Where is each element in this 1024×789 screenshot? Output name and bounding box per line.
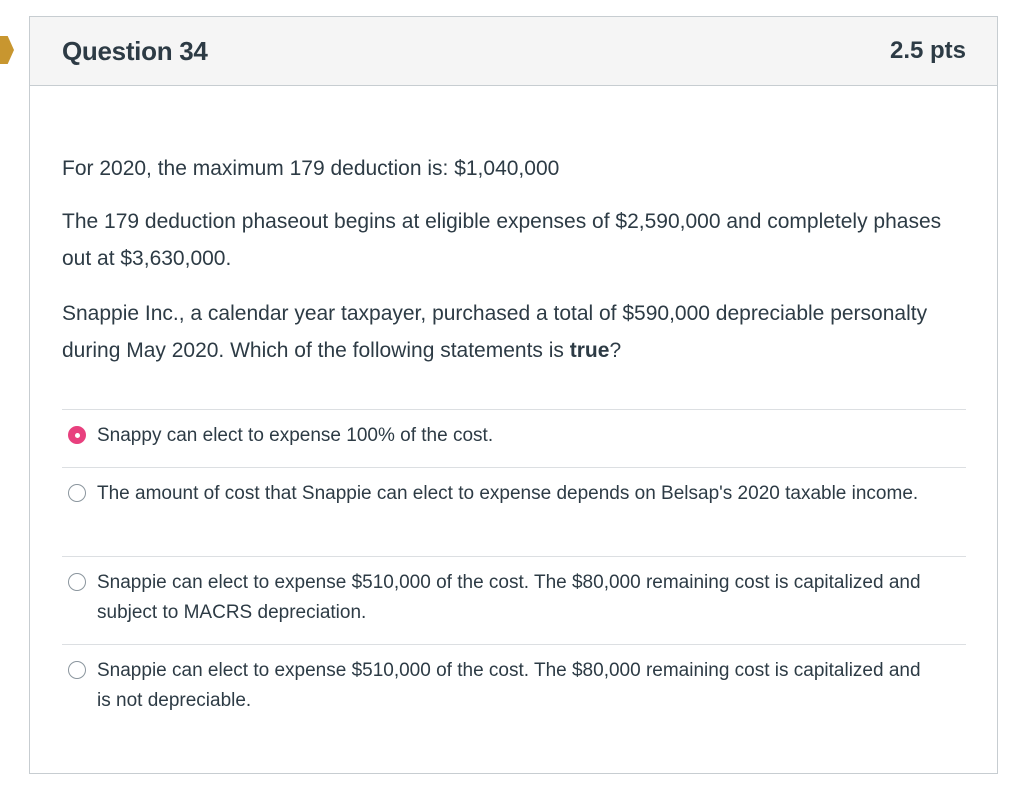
answer-label-4: Snappie can elect to expense $510,000 of the cost. The $80,000 remaining cost is capitalized and is not depreciable. xyxy=(97,660,921,711)
answer-option-1[interactable] xyxy=(62,410,966,468)
question-stem xyxy=(62,150,966,369)
answer-label-1: Snappy can elect to expense 100% of the cost. xyxy=(97,425,494,446)
question-header xyxy=(30,17,997,86)
question-title: Question 34 xyxy=(62,35,208,66)
stem-emphasis: true xyxy=(569,339,610,362)
stem-paragraph-1: For 2020, the maximum 179 deduction is: $1,040,000 xyxy=(62,157,560,180)
radio-unselected-icon[interactable] xyxy=(68,573,86,591)
flag-marker-icon xyxy=(0,36,14,64)
question-card xyxy=(29,16,998,774)
radio-unselected-icon[interactable] xyxy=(68,484,86,502)
stem-paragraph-3 xyxy=(62,295,966,369)
answer-option-2[interactable] xyxy=(62,468,966,557)
stem-paragraph-2: The 179 deduction phaseout begins at eligible expenses of $2,590,000 and completely phases out at $3,630,000. xyxy=(62,210,942,270)
answer-option-3[interactable] xyxy=(62,557,966,645)
stem-paragraph-3-text: Snappie Inc., a calendar year taxpayer, purchased a total of $590,000 depreciable personalty during May 2020. Which of the following statements is xyxy=(62,302,928,362)
radio-unselected-icon[interactable] xyxy=(68,661,86,679)
question-points: 2.5 pts xyxy=(889,37,966,64)
answer-option-4[interactable] xyxy=(62,645,966,733)
answer-label-2: The amount of cost that Snappie can elect to expense depends on Belsap's 2020 taxable income. xyxy=(97,483,919,504)
stem-paragraph-3-end: ? xyxy=(609,339,622,362)
question-body xyxy=(30,86,997,733)
answer-list xyxy=(62,409,966,733)
radio-selected-icon[interactable] xyxy=(68,426,86,444)
answer-label-3: Snappie can elect to expense $510,000 of the cost. The $80,000 remaining cost is capitalized and subject to MACRS depreciation. xyxy=(97,572,921,623)
